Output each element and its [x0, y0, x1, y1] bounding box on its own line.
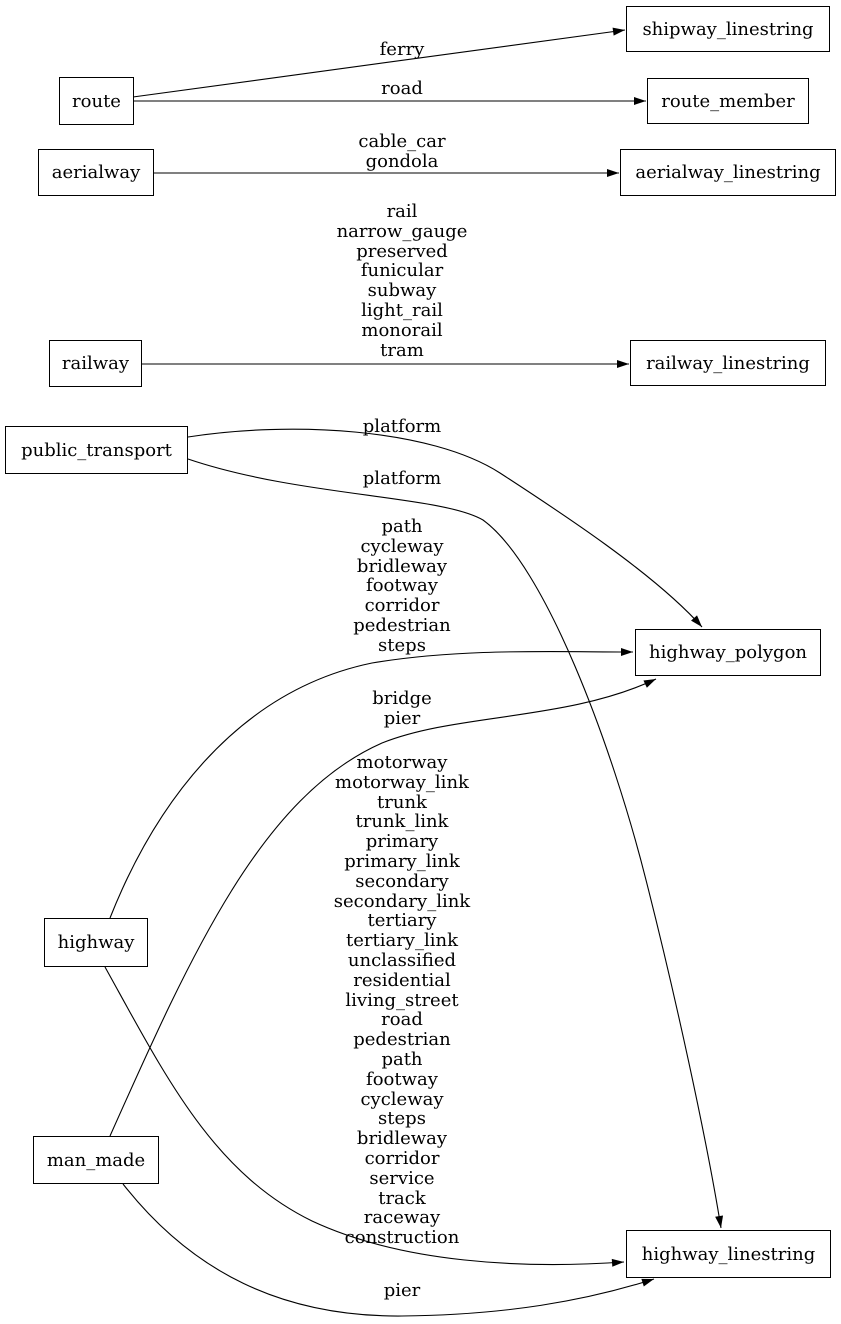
- edge-label-line: service: [369, 1167, 435, 1189]
- node-route_member: route_member: [647, 78, 809, 124]
- edge-label-line: monorail: [361, 319, 443, 341]
- edge-label-line: bridleway: [356, 1128, 448, 1150]
- edge-label-line: cycleway: [360, 1088, 444, 1110]
- node-shipway_linestring: shipway_linestring: [626, 6, 830, 52]
- edge-label-line: cable_car: [358, 131, 446, 152]
- edge-label-highway-to-highway_linestring: [334, 753, 470, 1248]
- edge-label-line: steps: [378, 1108, 426, 1130]
- node-route: route: [59, 77, 134, 125]
- edge-label-line: path: [381, 516, 423, 537]
- edge-label-line: narrow_gauge: [336, 220, 468, 242]
- edge-label-public_transport-to-highway_polygon: [363, 417, 441, 437]
- node-highway_linestring: highway_linestring: [626, 1230, 831, 1278]
- edge-label-line: corridor: [364, 595, 440, 617]
- edge-label-line: rail: [386, 201, 418, 222]
- edge-label-line: footway: [366, 575, 438, 597]
- node-public_transport: public_transport: [5, 426, 188, 474]
- edge-label-line: subway: [367, 280, 437, 302]
- edge-label-line: pier: [383, 707, 421, 729]
- edge-label-line: track: [378, 1187, 426, 1209]
- edge-label-line: trunk_link: [355, 811, 449, 833]
- edge-label-line: pier: [383, 1280, 421, 1301]
- edge-label-line: path: [381, 1048, 423, 1070]
- edge-label-line: light_rail: [361, 299, 443, 321]
- edge-label-aerialway-to-aerialway_linestring: [358, 132, 445, 172]
- edge-label-man_made-to-highway_linestring: [384, 1281, 421, 1301]
- edge-label-line: gondola: [365, 150, 439, 172]
- edge-label-line: unclassified: [347, 949, 457, 971]
- node-highway: highway: [44, 918, 148, 967]
- edge-label-line: cycleway: [360, 535, 444, 557]
- node-man_made: man_made: [33, 1136, 159, 1184]
- edge-label-line: motorway: [356, 752, 448, 773]
- edge-label-line: preserved: [356, 240, 448, 262]
- node-highway_polygon: highway_polygon: [635, 629, 821, 676]
- edge-label-route-to-route_member: [381, 79, 423, 99]
- edge-label-line: pedestrian: [353, 614, 451, 636]
- edge-label-line: corridor: [364, 1147, 440, 1169]
- edge-label-line: secondary_link: [333, 890, 471, 912]
- edge-label-line: funicular: [360, 260, 444, 282]
- node-railway_linestring: railway_linestring: [630, 340, 826, 386]
- edge-label-man_made-to-highway_polygon: [372, 689, 432, 729]
- edge-label-line: bridge: [372, 688, 432, 709]
- edge-label-line: platform: [362, 416, 442, 437]
- edge-label-line: primary_link: [344, 850, 460, 872]
- edge-label-line: secondary: [355, 870, 449, 892]
- edge-label-line: raceway: [363, 1207, 441, 1229]
- node-railway: railway: [49, 340, 142, 387]
- edge-label-line: residential: [353, 969, 451, 991]
- edge-label-line: pedestrian: [353, 1029, 451, 1051]
- edge-label-line: tertiary: [367, 910, 437, 932]
- edge-label-line: living_street: [345, 989, 459, 1011]
- node-aerialway_linestring: aerialway_linestring: [620, 149, 836, 196]
- edge-label-line: tram: [380, 339, 424, 361]
- edge-label-line: footway: [366, 1068, 438, 1090]
- edge-label-line: construction: [344, 1227, 460, 1249]
- edge-label-railway-to-railway_linestring: [337, 202, 468, 360]
- edge-label-public_transport-to-highway_linestring: [363, 469, 441, 489]
- edge-label-line: road: [381, 1009, 423, 1031]
- edge-label-line: platform: [362, 468, 442, 489]
- edge-label-line: road: [381, 78, 423, 99]
- edge-label-line: trunk: [377, 791, 427, 813]
- node-aerialway: aerialway: [38, 149, 154, 196]
- edge-label-highway-to-highway_polygon: [353, 517, 451, 656]
- edge-label-line: primary: [365, 831, 439, 853]
- edge-label-line: bridleway: [356, 555, 448, 577]
- edge-label-line: steps: [378, 634, 426, 656]
- edge-label-line: tertiary_link: [345, 930, 458, 952]
- edge-label-route-to-shipway_linestring: [380, 40, 425, 60]
- edge-label-line: motorway_link: [335, 771, 469, 793]
- edge-label-line: ferry: [379, 39, 425, 60]
